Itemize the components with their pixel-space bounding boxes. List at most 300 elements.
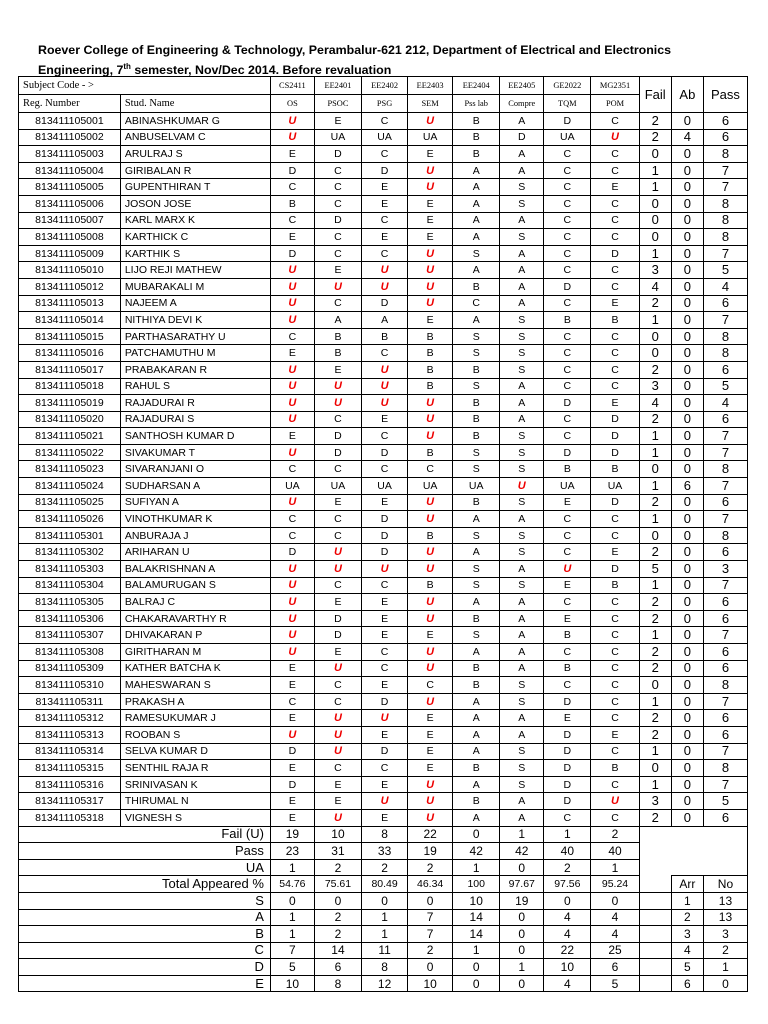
fail-count: 4	[639, 278, 671, 295]
student-name: RAJADURAI R	[120, 395, 270, 412]
summary-value: 40	[544, 843, 591, 860]
absent-count: 0	[671, 793, 703, 810]
grade-cell: U	[270, 361, 314, 378]
grade-cell: E	[591, 395, 639, 412]
table-row	[19, 411, 748, 428]
arrear-count: 1	[671, 892, 703, 909]
summary-value: 0	[500, 859, 544, 876]
pass-count: 5	[703, 262, 747, 279]
grade-cell: B	[453, 760, 500, 777]
summary-value: 8	[362, 959, 408, 976]
grade-cell: C	[362, 113, 408, 130]
grade-cell: A	[500, 793, 544, 810]
subject-name: Pss lab	[453, 95, 500, 113]
student-name: SENTHIL RAJA R	[120, 760, 270, 777]
absent-count: 0	[671, 113, 703, 130]
summary-value: 2	[544, 859, 591, 876]
grade-cell: D	[362, 544, 408, 561]
absent-count: 0	[671, 278, 703, 295]
grade-cell: E	[362, 677, 408, 694]
student-name: ARIHARAN U	[120, 544, 270, 561]
reg-number: 813411105303	[19, 561, 121, 578]
grade-cell: E	[408, 312, 453, 329]
pass-count: 7	[703, 428, 747, 445]
student-name: VIGNESH S	[120, 809, 270, 826]
grade-cell: B	[408, 577, 453, 594]
subject-code: EE2405	[500, 77, 544, 95]
grade-cell: U	[408, 494, 453, 511]
absent-count: 0	[671, 644, 703, 661]
grade-cell: U	[270, 494, 314, 511]
grade-cell: C	[591, 262, 639, 279]
summary-value: 7	[270, 942, 314, 959]
fail-count: 2	[639, 610, 671, 627]
reg-number: 813411105015	[19, 328, 121, 345]
absent-count: 0	[671, 361, 703, 378]
grade-cell: E	[270, 793, 314, 810]
grade-cell: D	[500, 129, 544, 146]
grade-cell: U	[362, 262, 408, 279]
grade-cell: C	[314, 693, 361, 710]
pass-count: 7	[703, 444, 747, 461]
reg-number: 813411105314	[19, 743, 121, 760]
grade-cell: E	[270, 677, 314, 694]
grade-cell: S	[500, 229, 544, 246]
grade-cell: C	[362, 146, 408, 163]
grade-cell: C	[314, 162, 361, 179]
summary-value: 0	[500, 909, 544, 926]
pass-count: 8	[703, 229, 747, 246]
student-name: NAJEEM A	[120, 295, 270, 312]
summary-value: 10	[408, 975, 453, 992]
student-name: MUBARAKALI M	[120, 278, 270, 295]
grade-cell: D	[270, 776, 314, 793]
grade-cell: S	[500, 677, 544, 694]
fail-count: 0	[639, 345, 671, 362]
student-name: CHAKARAVARTHY R	[120, 610, 270, 627]
grade-cell: U	[408, 245, 453, 262]
header-row-names	[19, 95, 748, 113]
summary-value: 33	[362, 843, 408, 860]
grade-cell: U	[408, 644, 453, 661]
pass-count: 7	[703, 245, 747, 262]
grade-cell: A	[500, 278, 544, 295]
subject-name: PSG	[362, 95, 408, 113]
header-row-codes	[19, 77, 748, 95]
summary-value: 4	[544, 975, 591, 992]
grade-cell: C	[314, 195, 361, 212]
grade-cell: A	[453, 776, 500, 793]
grade-cell: A	[500, 212, 544, 229]
grade-cell: A	[453, 594, 500, 611]
grade-cell: S	[500, 179, 544, 196]
fail-count: 1	[639, 245, 671, 262]
grade-cell: A	[500, 660, 544, 677]
summary-value: 1	[500, 959, 544, 976]
summary-value: 97.67	[500, 876, 544, 893]
grade-cell: C	[544, 677, 591, 694]
grade-cell: E	[314, 494, 361, 511]
grade-cell: S	[453, 378, 500, 395]
absent-count: 0	[671, 245, 703, 262]
grade-cell: S	[453, 561, 500, 578]
grade-cell: A	[453, 511, 500, 528]
summary-value: 23	[270, 843, 314, 860]
absent-count: 0	[671, 511, 703, 528]
summary-value: 1	[453, 859, 500, 876]
grade-cell: U	[314, 278, 361, 295]
summary-value: 25	[591, 942, 639, 959]
student-name: SIVARANJANI O	[120, 461, 270, 478]
absent-count: 0	[671, 760, 703, 777]
table-row	[19, 229, 748, 246]
grade-cell: C	[270, 179, 314, 196]
student-name: KATHER BATCHA K	[120, 660, 270, 677]
pass-count: 6	[703, 726, 747, 743]
grade-cell: U	[408, 179, 453, 196]
grade-cell: S	[500, 776, 544, 793]
absent-count: 0	[671, 378, 703, 395]
grade-cell: D	[362, 162, 408, 179]
grade-cell: D	[270, 162, 314, 179]
grade-cell: B	[453, 677, 500, 694]
grade-cell: C	[544, 594, 591, 611]
grade-cell: D	[544, 113, 591, 130]
summary-value: 10	[453, 892, 500, 909]
pass-header: Pass	[703, 77, 747, 113]
grade-cell: C	[270, 693, 314, 710]
summary-label: Pass	[19, 843, 271, 860]
grade-cell: D	[314, 444, 361, 461]
absent-count: 0	[671, 627, 703, 644]
reg-number: 813411105307	[19, 627, 121, 644]
grade-cell: C	[270, 511, 314, 528]
grade-cell: U	[408, 162, 453, 179]
grade-cell: S	[453, 577, 500, 594]
grade-cell: E	[408, 710, 453, 727]
student-name: THIRUMAL N	[120, 793, 270, 810]
grade-cell: C	[591, 229, 639, 246]
grade-cell: A	[500, 295, 544, 312]
grade-cell: A	[453, 743, 500, 760]
grade-cell: C	[314, 760, 361, 777]
student-name: SANTHOSH KUMAR D	[120, 428, 270, 445]
summary-value: 0	[453, 975, 500, 992]
grade-cell: C	[544, 511, 591, 528]
grade-cell: D	[544, 395, 591, 412]
grade-cell: C	[544, 212, 591, 229]
pass-count: 6	[703, 710, 747, 727]
grade-cell: U	[270, 295, 314, 312]
grade-cell: A	[453, 544, 500, 561]
grade-cell: D	[270, 544, 314, 561]
grade-cell: U	[362, 710, 408, 727]
fail-count: 2	[639, 494, 671, 511]
summary-label: B	[19, 926, 271, 943]
summary-value: 2	[408, 942, 453, 959]
table-row	[19, 527, 748, 544]
reg-number: 813411105305	[19, 594, 121, 611]
grade-cell: C	[591, 113, 639, 130]
grade-cell: A	[314, 312, 361, 329]
summary-value: 0	[362, 892, 408, 909]
table-row	[19, 378, 748, 395]
pass-count: 8	[703, 146, 747, 163]
summary-value: 95.24	[591, 876, 639, 893]
grade-cell: UA	[362, 478, 408, 495]
grade-cell: C	[591, 278, 639, 295]
grade-cell: C	[362, 428, 408, 445]
table-row	[19, 561, 748, 578]
arrear-count: 6	[671, 975, 703, 992]
fail-count: 3	[639, 378, 671, 395]
grade-cell: C	[544, 195, 591, 212]
grade-cell: U	[314, 710, 361, 727]
grade-cell: E	[591, 726, 639, 743]
grade-cell: A	[500, 726, 544, 743]
fail-count: 2	[639, 113, 671, 130]
fail-count: 1	[639, 693, 671, 710]
summary-value: 0	[408, 959, 453, 976]
summary-value: 0	[500, 975, 544, 992]
absent-count: 0	[671, 295, 703, 312]
pass-count: 7	[703, 776, 747, 793]
grade-cell: D	[314, 627, 361, 644]
grade-cell: A	[500, 162, 544, 179]
grade-cell: A	[500, 113, 544, 130]
summary-value: 75.61	[314, 876, 361, 893]
summary-value: 0	[270, 892, 314, 909]
fail-count: 0	[639, 461, 671, 478]
reg-number: 813411105008	[19, 229, 121, 246]
grade-cell: B	[408, 378, 453, 395]
summary-value: 12	[362, 975, 408, 992]
grade-cell: E	[314, 594, 361, 611]
summary-value: 10	[544, 959, 591, 976]
reg-number: 813411105003	[19, 146, 121, 163]
subject-code-label: Subject Code - >	[19, 77, 121, 95]
summary-value: 1	[362, 909, 408, 926]
table-row	[19, 660, 748, 677]
student-name: RAJADURAI S	[120, 411, 270, 428]
subject-name: Compre	[500, 95, 544, 113]
grade-cell: E	[270, 710, 314, 727]
table-row	[19, 444, 748, 461]
grade-cell: D	[314, 146, 361, 163]
grade-cell: C	[544, 644, 591, 661]
grade-cell: E	[362, 776, 408, 793]
arrear-count: 2	[671, 909, 703, 926]
table-row	[19, 361, 748, 378]
table-row	[19, 245, 748, 262]
subject-name: PSOC	[314, 95, 361, 113]
fail-count: 5	[639, 561, 671, 578]
summary-label: D	[19, 959, 271, 976]
fail-count: 0	[639, 328, 671, 345]
arrear-blank	[639, 892, 671, 909]
absent-count: 0	[671, 262, 703, 279]
subject-code: EE2402	[362, 77, 408, 95]
fail-count: 2	[639, 710, 671, 727]
grade-cell: E	[544, 494, 591, 511]
grade-cell: C	[591, 610, 639, 627]
absent-count: 0	[671, 710, 703, 727]
student-name: ROOBAN S	[120, 726, 270, 743]
grade-cell: C	[453, 295, 500, 312]
subject-name: TQM	[544, 95, 591, 113]
table-row	[19, 461, 748, 478]
reg-number: 813411105025	[19, 494, 121, 511]
grade-cell: U	[362, 793, 408, 810]
table-row	[19, 395, 748, 412]
student-count: 3	[703, 926, 747, 943]
grade-cell: A	[500, 245, 544, 262]
grade-cell: B	[362, 328, 408, 345]
pass-count: 8	[703, 212, 747, 229]
fail-count: 2	[639, 809, 671, 826]
fail-count: 2	[639, 544, 671, 561]
grade-cell: U	[408, 278, 453, 295]
absent-count: 0	[671, 577, 703, 594]
grade-cell: UA	[408, 129, 453, 146]
absent-count: 0	[671, 726, 703, 743]
reg-number: 813411105026	[19, 511, 121, 528]
table-row	[19, 162, 748, 179]
fail-count: 2	[639, 129, 671, 146]
table-row	[19, 544, 748, 561]
reg-number: 813411105018	[19, 378, 121, 395]
grade-cell: C	[544, 146, 591, 163]
grade-cell: U	[362, 278, 408, 295]
grade-cell: U	[500, 478, 544, 495]
grade-cell: B	[544, 627, 591, 644]
table-row	[19, 760, 748, 777]
subject-code: GE2022	[544, 77, 591, 95]
grade-cell: S	[500, 328, 544, 345]
summary-value: 19	[408, 843, 453, 860]
grade-cell: E	[362, 411, 408, 428]
grade-cell: UA	[544, 478, 591, 495]
summary-value: 0	[500, 926, 544, 943]
grade-cell: S	[500, 544, 544, 561]
grade-cell: C	[314, 411, 361, 428]
grade-cell: D	[591, 561, 639, 578]
summary-row	[19, 942, 748, 959]
grade-cell: S	[500, 195, 544, 212]
grade-cell: C	[314, 511, 361, 528]
grade-cell: C	[362, 345, 408, 362]
summary-value: 22	[544, 942, 591, 959]
grade-cell: E	[362, 594, 408, 611]
grade-cell: B	[314, 328, 361, 345]
student-name: PRAKASH A	[120, 693, 270, 710]
reg-number: 813411105318	[19, 809, 121, 826]
summary-row	[19, 926, 748, 943]
arrear-blank	[639, 876, 671, 893]
grade-cell: U	[314, 544, 361, 561]
arrear-count: 4	[671, 942, 703, 959]
summary-value: 14	[314, 942, 361, 959]
subject-code: EE2404	[453, 77, 500, 95]
summary-value: 1	[362, 926, 408, 943]
absent-count: 0	[671, 179, 703, 196]
summary-value: 22	[408, 826, 453, 843]
grade-cell: B	[314, 345, 361, 362]
summary-row	[19, 826, 748, 843]
summary-row	[19, 975, 748, 992]
grade-cell: U	[270, 444, 314, 461]
reg-number: 813411105002	[19, 129, 121, 146]
absent-count: 0	[671, 660, 703, 677]
student-name: ABINASHKUMAR G	[120, 113, 270, 130]
absent-count: 6	[671, 478, 703, 495]
grade-cell: S	[500, 428, 544, 445]
grade-cell: B	[408, 361, 453, 378]
grade-cell: A	[453, 644, 500, 661]
grade-cell: E	[362, 726, 408, 743]
grade-cell: E	[270, 660, 314, 677]
fail-count: 2	[639, 295, 671, 312]
fail-count: 1	[639, 627, 671, 644]
grade-cell: E	[270, 345, 314, 362]
summary-label: C	[19, 942, 271, 959]
grade-cell: D	[362, 527, 408, 544]
absent-count: 0	[671, 146, 703, 163]
table-row	[19, 146, 748, 163]
grade-cell: C	[544, 411, 591, 428]
pass-count: 4	[703, 278, 747, 295]
grade-cell: U	[591, 129, 639, 146]
grade-cell: D	[362, 444, 408, 461]
grade-cell: D	[544, 760, 591, 777]
fail-count: 0	[639, 146, 671, 163]
grade-cell: B	[544, 312, 591, 329]
summary-value: 1	[270, 859, 314, 876]
fail-count: 1	[639, 776, 671, 793]
grade-cell: E	[362, 610, 408, 627]
student-count: 2	[703, 942, 747, 959]
student-count: 13	[703, 909, 747, 926]
grade-cell: E	[408, 627, 453, 644]
grade-cell: U	[362, 561, 408, 578]
absent-count: 0	[671, 494, 703, 511]
summary-value: 10	[270, 975, 314, 992]
grade-cell: S	[453, 527, 500, 544]
table-row	[19, 113, 748, 130]
grade-cell: B	[453, 361, 500, 378]
pass-count: 7	[703, 577, 747, 594]
subject-code: EE2401	[314, 77, 361, 95]
grade-cell: C	[270, 328, 314, 345]
summary-value: 1	[270, 926, 314, 943]
table-row	[19, 494, 748, 511]
subject-code: MG2351	[591, 77, 639, 95]
pass-count: 8	[703, 328, 747, 345]
grade-cell: U	[408, 511, 453, 528]
absent-count: 0	[671, 743, 703, 760]
grade-cell: E	[408, 212, 453, 229]
table-row	[19, 677, 748, 694]
grade-cell: B	[591, 577, 639, 594]
absent-count: 0	[671, 444, 703, 461]
grade-cell: UA	[453, 478, 500, 495]
pass-count: 7	[703, 179, 747, 196]
absent-count: 0	[671, 411, 703, 428]
grade-cell: UA	[362, 129, 408, 146]
table-row	[19, 793, 748, 810]
grade-cell: U	[408, 411, 453, 428]
arrear-blank	[639, 942, 671, 959]
